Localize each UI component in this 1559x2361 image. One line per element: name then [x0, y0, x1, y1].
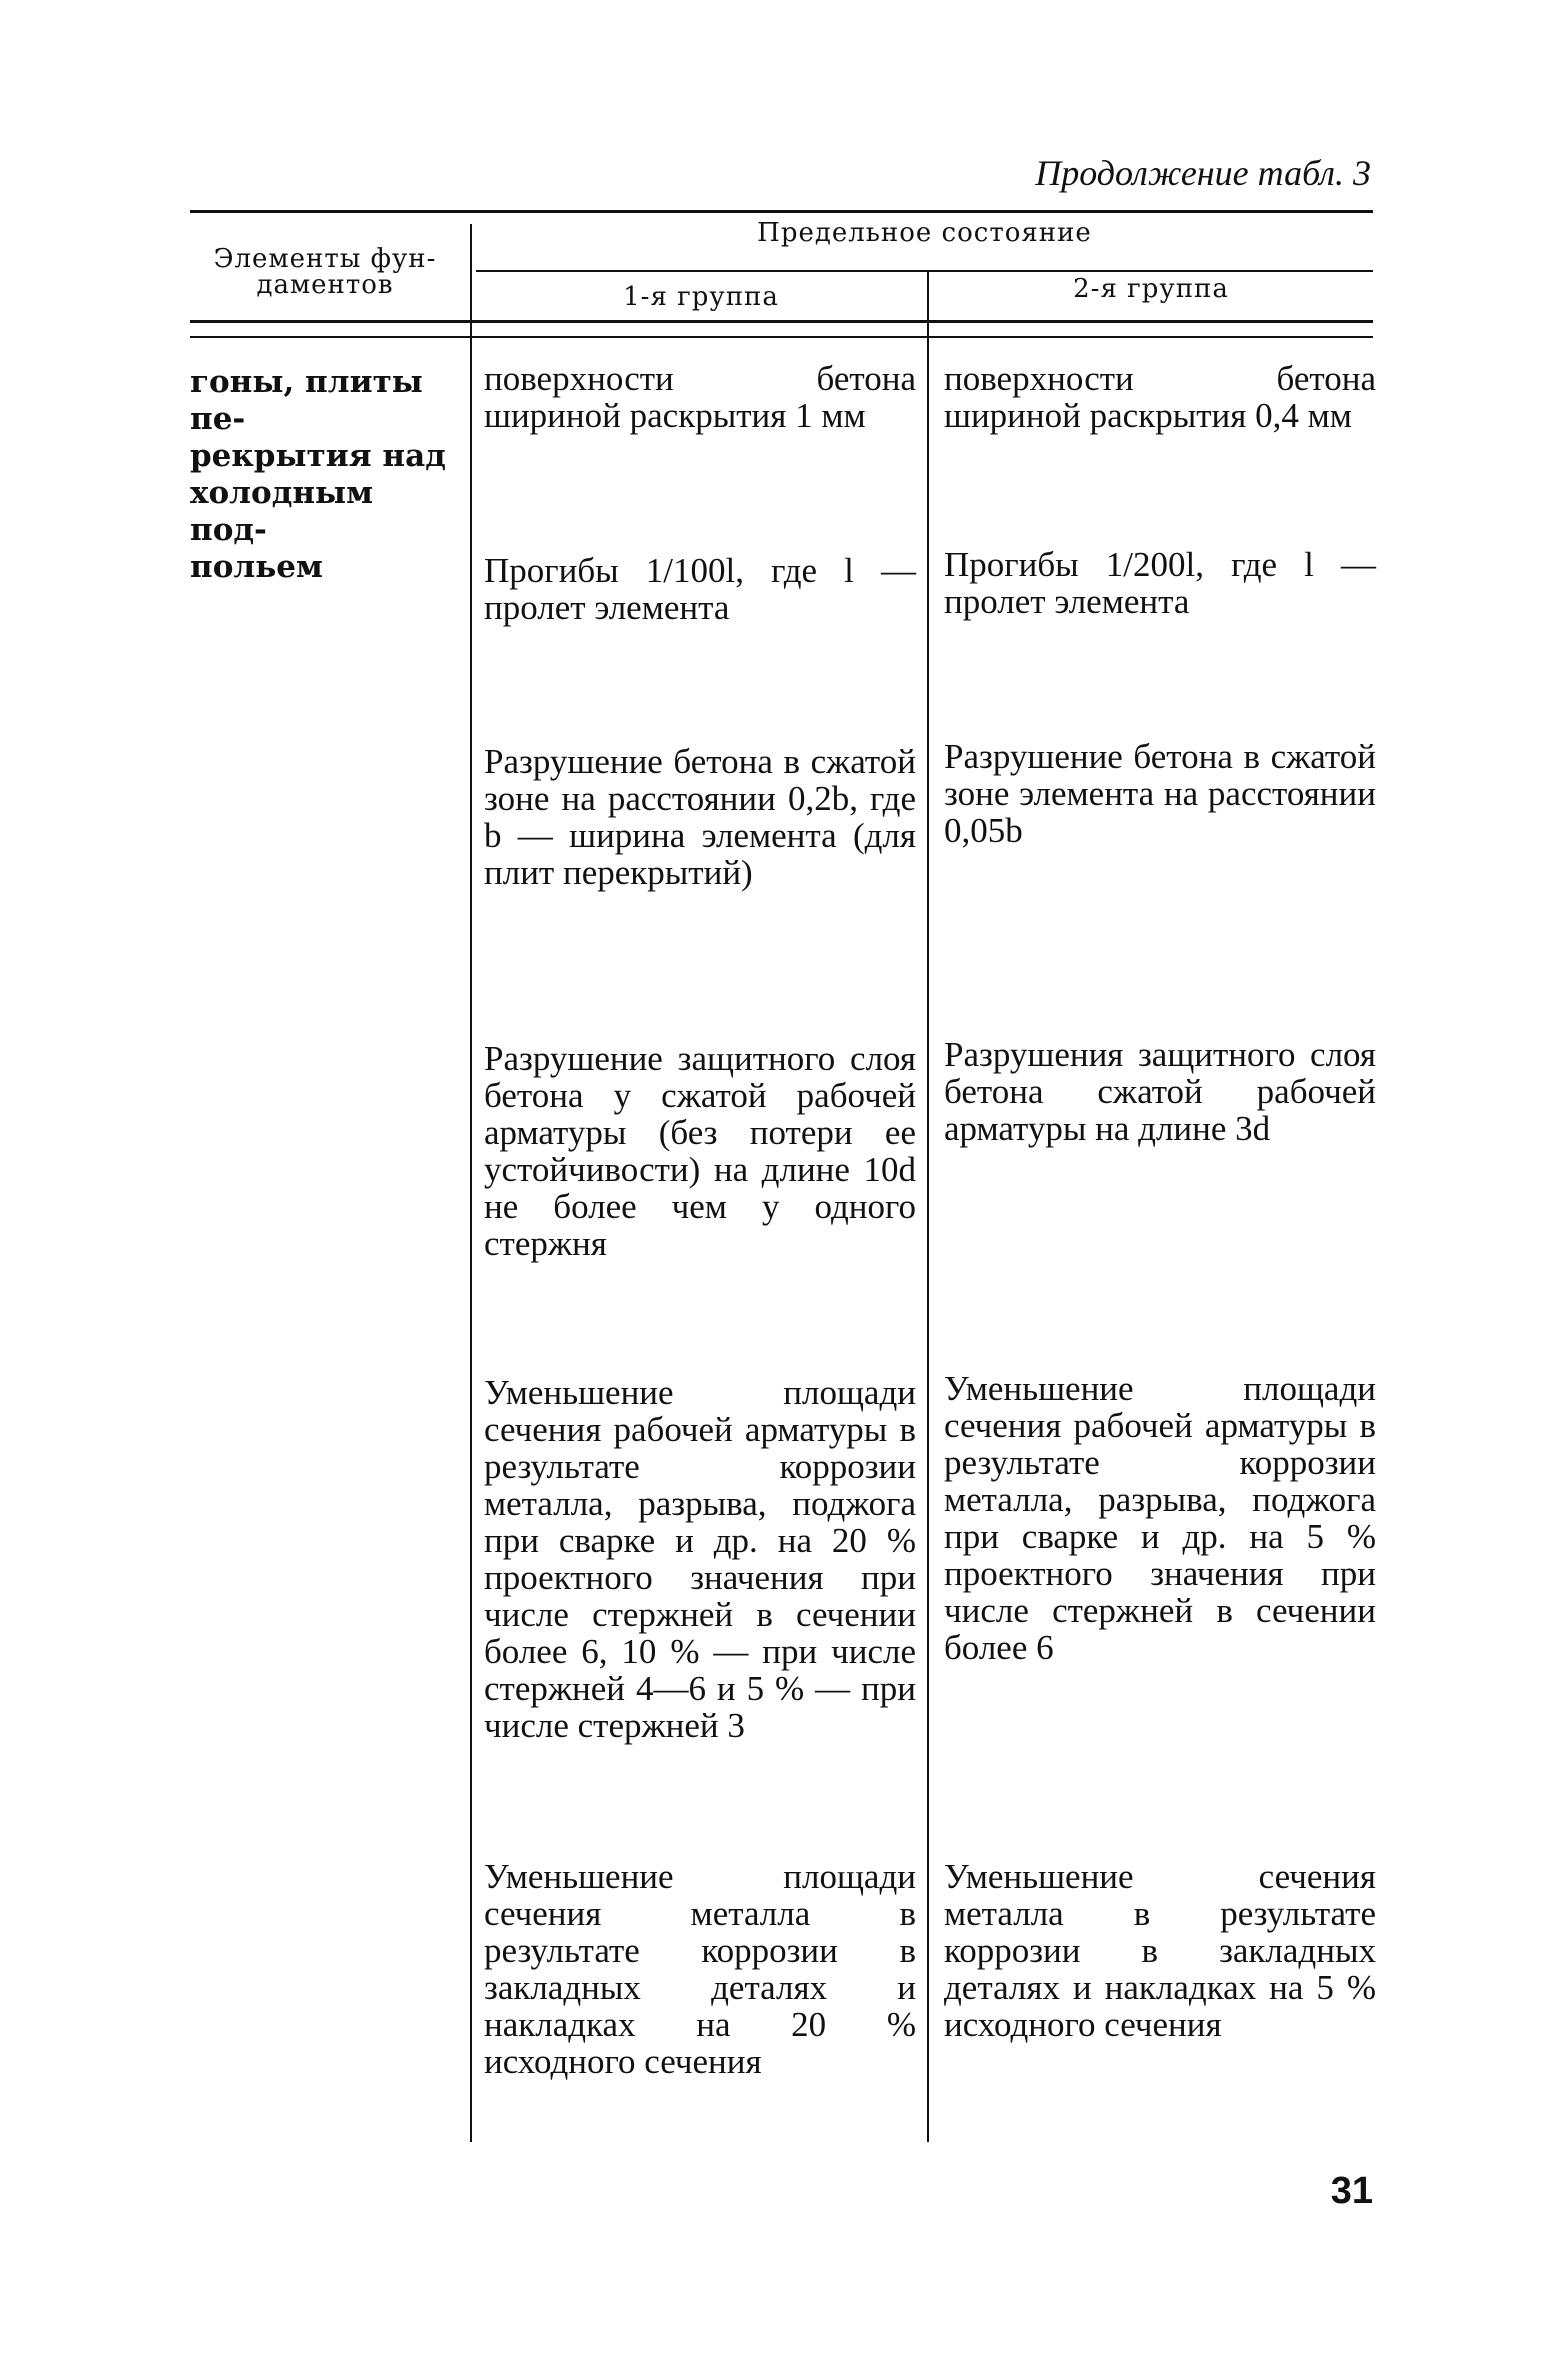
- table-caption: Продолжение табл. 3: [1035, 153, 1371, 193]
- row-3-group-2: Разрушение бетона в сжатой зоне элемента на расстоянии 0,05b: [944, 737, 1376, 850]
- row-5-group-2: Уменьшение площади сечения рабочей арматуры в результате коррозии металла, разрыва, поджога при сварке и др. на 5 % проектного значения при числе стержней в сечении более 6: [944, 1369, 1376, 1667]
- row-3-group-1: Разрушение бетона в сжатой зоне на расстоянии 0,2b, где b — ширина элемента (для плит перекрытий): [484, 742, 916, 892]
- column-divider-1: [470, 224, 472, 2142]
- header-bottom-rule: [190, 320, 1373, 323]
- row-4-group-1: Разрушение защитного слоя бетона у сжатой рабочей арматуры (без потери ее устойчивости) на длине 10d не более чем у одного стержня: [484, 1039, 916, 1263]
- header-subdivider: [476, 270, 1373, 272]
- row-5-group-1: Уменьшение площади сечения рабочей арматуры в результате коррозии металла, разрыва, поджога при сварке и др. на 20 % проектного значения при числе стержней в сечении более 6, 10 % — при числе стержней 4—6 и 5 % — при числе стержней 3: [484, 1373, 916, 1745]
- column-divider-2: [927, 272, 929, 2142]
- row-2-group-1: Прогибы 1/100l, где l — пролет элемента: [484, 551, 916, 627]
- element-cell: гоны, плиты пе- рекрытия над холодным под- польем: [190, 364, 446, 585]
- row-6-group-2: Уменьшение сечения металла в результате коррозии в закладных деталях и накладках на 5 % исходного сечения: [944, 1857, 1376, 2044]
- body-top-rule: [190, 336, 1373, 338]
- page-number: 31: [1330, 2170, 1373, 2212]
- row-2-group-2: Прогибы 1/200l, где l — пролет элемента: [944, 545, 1376, 621]
- header-group-2: 2-я группа: [1073, 274, 1229, 304]
- header-limit-state: Предельное состояние: [757, 218, 1092, 248]
- row-6-group-1: Уменьшение площади сечения металла в результате коррозии в закладных деталях и накладках на 20 % исходного сечения: [484, 1857, 916, 2081]
- row-1-group-1: поверхности бетона шириной раскрытия 1 мм: [484, 359, 916, 435]
- header-group-1: 1-я группа: [623, 282, 779, 312]
- header-elements: Элементы фун- даментов: [213, 244, 437, 300]
- table-top-rule: [190, 210, 1373, 213]
- row-4-group-2: Разрушения защитного слоя бетона сжатой рабочей арматуры на длине 3d: [944, 1035, 1376, 1148]
- row-1-group-2: поверхности бетона шириной раскрытия 0,4 мм: [944, 359, 1376, 435]
